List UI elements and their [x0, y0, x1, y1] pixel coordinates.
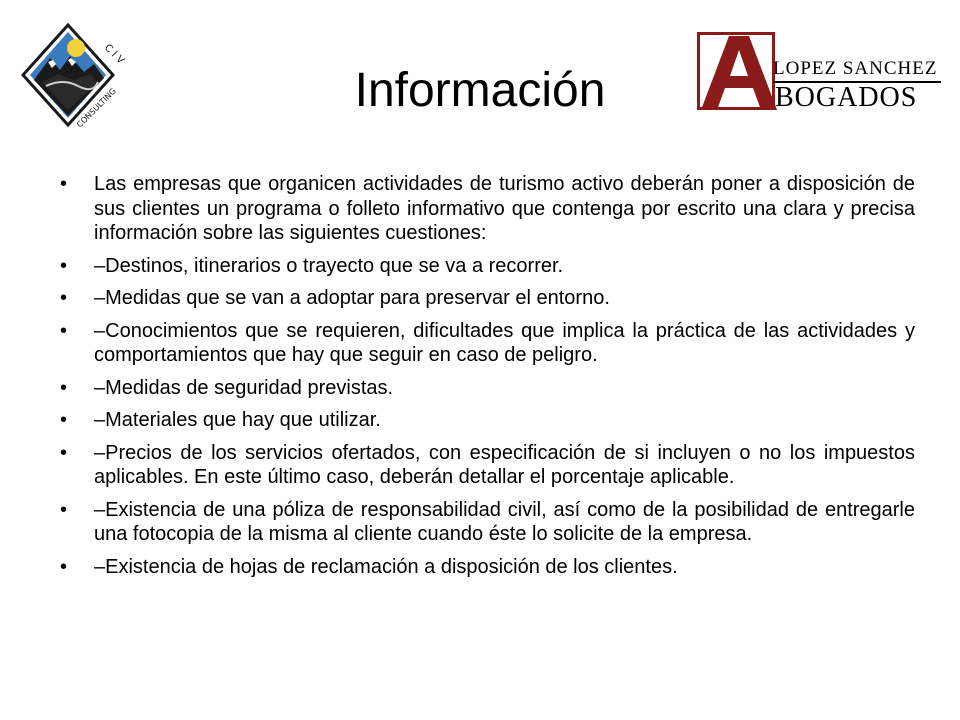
- bullet-dot: •: [60, 376, 68, 399]
- logo-line-lopez-sanchez: LOPEZ SANCHEZ: [773, 58, 938, 79]
- bullet-text: –Destinos, itinerarios o trayecto que se va a recorrer.: [94, 254, 564, 277]
- bullet-dot: •: [60, 441, 68, 464]
- bullet-text: –Precios de los servicios ofertados, con especificación de si incluyen o no los impuestos aplicables. En este último caso, deberán detallar el porcentaje aplicable.: [94, 441, 915, 488]
- bullet-dot: •: [60, 555, 68, 578]
- lopez-sanchez-abogados-logo: [695, 30, 945, 114]
- bullet-list: [60, 172, 915, 587]
- bullet-item: [60, 376, 915, 401]
- bullet-text: –Existencia de hojas de reclamación a disposición de los clientes.: [94, 555, 678, 578]
- bullet-item: [60, 254, 915, 279]
- bullet-item: [60, 408, 915, 433]
- bullet-dot: •: [60, 409, 68, 431]
- bullet-item: [60, 498, 915, 547]
- bullet-dot: •: [60, 319, 68, 342]
- bullet-text: –Medidas que se van a adoptar para preservar el entorno.: [94, 287, 610, 309]
- bullet-item: [60, 441, 915, 490]
- bullet-dot: •: [60, 287, 68, 309]
- bullet-item: [60, 286, 915, 311]
- bullet-text: Las empresas que organicen actividades de turismo activo deberán poner a disposición de sus clientes un programa o folleto informativo que contenga por escrito una clara y precisa información sobre las siguientes cuestiones:: [94, 173, 915, 244]
- bullet-item: [60, 319, 915, 368]
- bullet-text: –Existencia de una póliza de responsabilidad civil, así como de la posibilidad de entregarle una fotocopia de la misma al cliente cuando éste lo solicite de la empresa.: [94, 498, 915, 545]
- svg-text:C I V: C I V: [101, 42, 127, 67]
- bullet-text: –Medidas de seguridad previstas.: [94, 376, 394, 399]
- bullet-dot: •: [60, 173, 68, 195]
- bullet-item: [60, 555, 915, 580]
- slide-title: Información: [354, 64, 606, 117]
- bullet-text: –Conocimientos que se requieren, dificultades que implica la práctica de las actividades y comportamientos que hay que seguir en caso de peligro.: [94, 319, 915, 366]
- svg-text:CONSULTING: CONSULTING: [75, 86, 118, 130]
- bullet-dot: •: [60, 498, 68, 521]
- bullet-dot: •: [60, 254, 68, 277]
- logo-line-bogados: BOGADOS: [775, 82, 918, 113]
- bullet-text: –Materiales que hay que utilizar.: [94, 409, 381, 431]
- bullet-item: [60, 172, 915, 246]
